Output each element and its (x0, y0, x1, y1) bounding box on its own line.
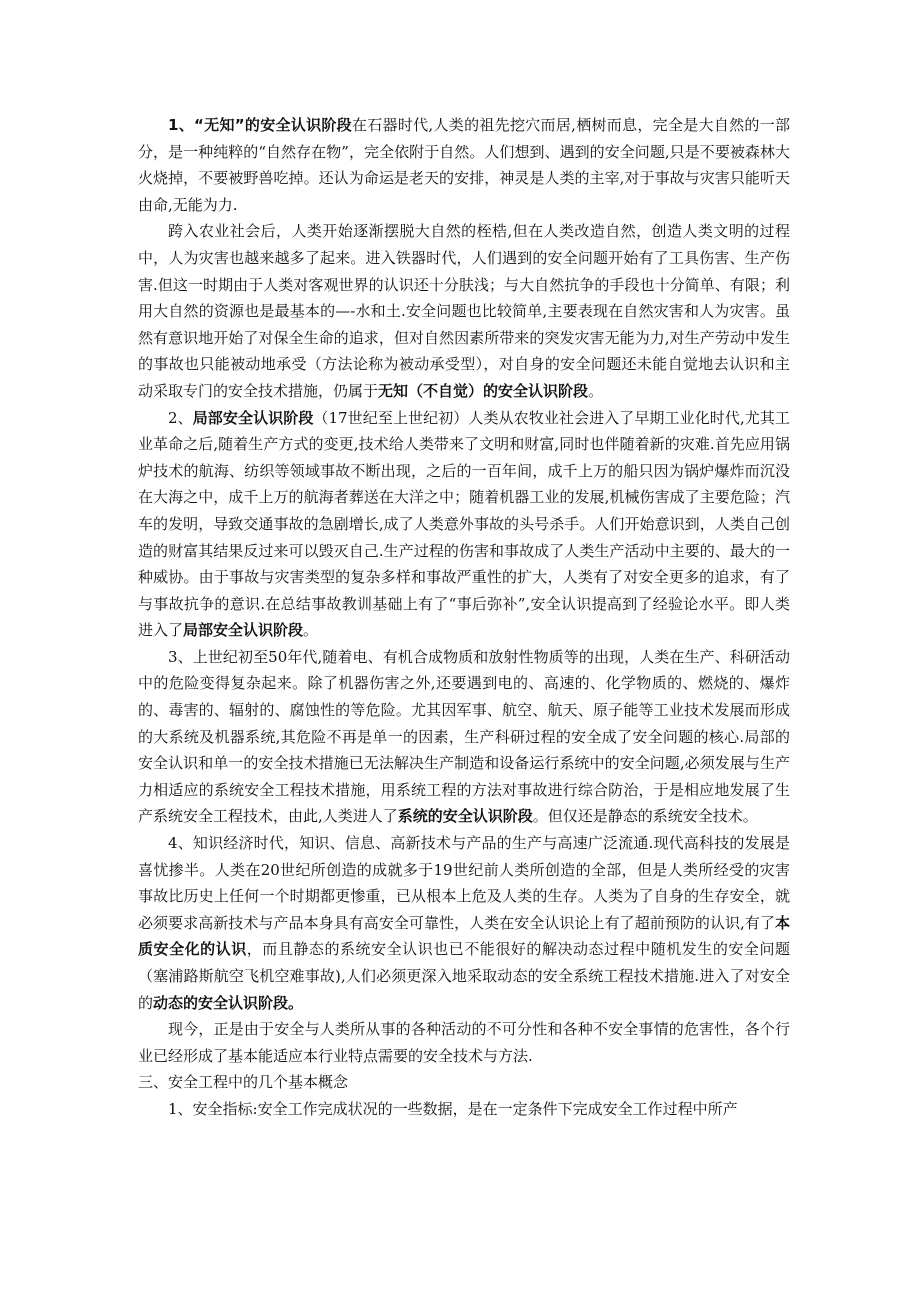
text-run: ，而且静态的系统安全认识也已不能很好的解决动态过程中随机发生的安全问题（塞浦路斯航空飞机空难事故),人们必须更深入地采取动态的安全系统工程技术措施.进入了对安全的 (138, 940, 790, 1012)
text-run: 在石器时代,人类的祖先挖穴而居,栖树而息，完全是大自然的一部分，是一种纯粹的“自然存在物”，完全依附于自然。人们想到、遇到的安全问题,只是不要被森林大火烧掉，不要被野兽吃掉。还认为命运是老天的安排，神灵是人类的主宰,对于事故与灾害只能听天由命,无能为力. (138, 116, 790, 214)
paragraph (138, 218, 790, 404)
bold-run: 系统的安全认识阶段 (397, 807, 533, 826)
bold-run: 本质安全化的认识 (138, 913, 790, 959)
bold-run: 动态的安全认识阶段。 (153, 993, 304, 1012)
bold-run: 无知（不自觉）的安全认识阶段 (378, 381, 589, 400)
bold-run: 1、“无知”的安全认识阶段 (168, 116, 352, 134)
paragraph-last-line: 1、安全指标:安全工作完成状况的一些数据，是在一定条件下完成安全工作过程中所产 (168, 1099, 738, 1118)
bold-run: 局部安全认识阶段 (192, 408, 314, 427)
text-run: 3、上世纪初至50年代,随着电、有机合成物质和放射性物质等的出现，人类在生产、科研活动中的危险变得复杂起来。除了机器伤害之外,还要遇到电的、高速的、化学物质的、燃烧的、爆炸的、毒害的、辐射的、腐蚀性的等危险。尤其因军事、航空、航天、原子能等工业技术发展而形成的大系统及机器系统,其危险不再是单一的因素，生产科研过程的安全成了安全问题的核心.局部的安全认识和单一的安全技术措施已无法解决生产制造和设备运行系统中的安全问题,必须发展与生产力相适应的系统安全工程技术措施，用系统工程的方法对事故进行综合防治，于是相应地发展了生产系统安全工程技术，由此,人类进人了 (138, 647, 790, 826)
text-run: 。但仅还是静态的系统安全技术。 (532, 807, 758, 826)
text-run: 跨入农业社会后，人类开始逐渐摆脱大自然的桎梏,但在人类改造自然，创造人类文明的过程中，人为灾害也越来越多了起来。进入铁器时代，人们遇到的安全问题开始有了工具伤害、生产伤害.但这一时期由于人类对客观世界的认识还十分肤浅；与大自然抗争的手段也十分简单、有限；利用大自然的资源也是最基本的—-水和土.安全问题也比较简单,主要表现在自然灾害和人为灾害。虽然有意识地开始了对保全生命的追求，但对自然因素所带来的突发灾害无能为力,对生产劳动中发生的事故也只能被动地承受（方法论称为被动承受型），对自身的安全问题还未能自觉地去认识和主动采取专门的安全技术措施，仍属于 (138, 222, 790, 400)
section-heading: 三、安全工程中的几个基本概念 (138, 1073, 349, 1092)
text-run: （17世纪至上世纪初）人类从农牧业社会进入了早期工业化时代,尤其工业革命之后,随着生产方式的变更,技术给人类带来了文明和财富,同时也伴随着新的灾难.首先应用锅炉技术的航海、纺织等领域事故不断出现，之后的一百年间，成千上万的船只因为锅炉爆炸而沉没在大海之中，成千上万的航海者葬送在大洋之中；随着机器工业的发展,机械伤害成了主要危险；汽车的发明，导致交通事故的急剧增长,成了人类意外事故的头号杀手。人们开始意识到，人类自己创造的财富其结果反过来可以毁灭自己.生产过程的伤害和事故成了人类生产活动中主要的、最大的一种威协。由于事故与灾害类型的复杂多样和事故严重性的扩大，人类有了对安全更多的追求，有了与事故抗争的意识.在总结事故教训基础上有了“事后弥补”,安全认识提高到了经验论水平。即人类进入了 (138, 408, 790, 640)
paragraph (138, 405, 790, 644)
text-run: 现今，正是由于安全与人类所从事的各种活动的不可分性和各种不安全事情的危害性，各个行业已经形成了基本能适应本行业特点需要的安全技术与方法. (138, 1020, 790, 1065)
text-run: 2、 (168, 408, 193, 427)
bold-run: 局部安全认识阶段 (183, 621, 304, 640)
text-run: 4、知识经济时代，知识、信息、高新技术与产品的生产与高速广泛流通.现代高科技的发展是喜忧掺半。人类在20世纪所创造的成就多于19世纪前人类所创造的全部，但是人类所经受的灾害事故比历史上任何一个时期都更惨重，已从根本上危及人类的生存。人类为了自身的生存安全，就必须要求高新技术与产品本身具有高安全可靠性，人类在安全认识论上有了超前预防的认识,有了 (138, 834, 790, 932)
paragraph (138, 644, 790, 830)
paragraph (138, 830, 790, 1016)
text-run: 。 (588, 381, 604, 400)
document-page (138, 112, 790, 1123)
document-body (138, 112, 790, 1069)
text-run: 。 (303, 621, 319, 640)
paragraph (138, 112, 790, 218)
paragraph (138, 1016, 790, 1069)
